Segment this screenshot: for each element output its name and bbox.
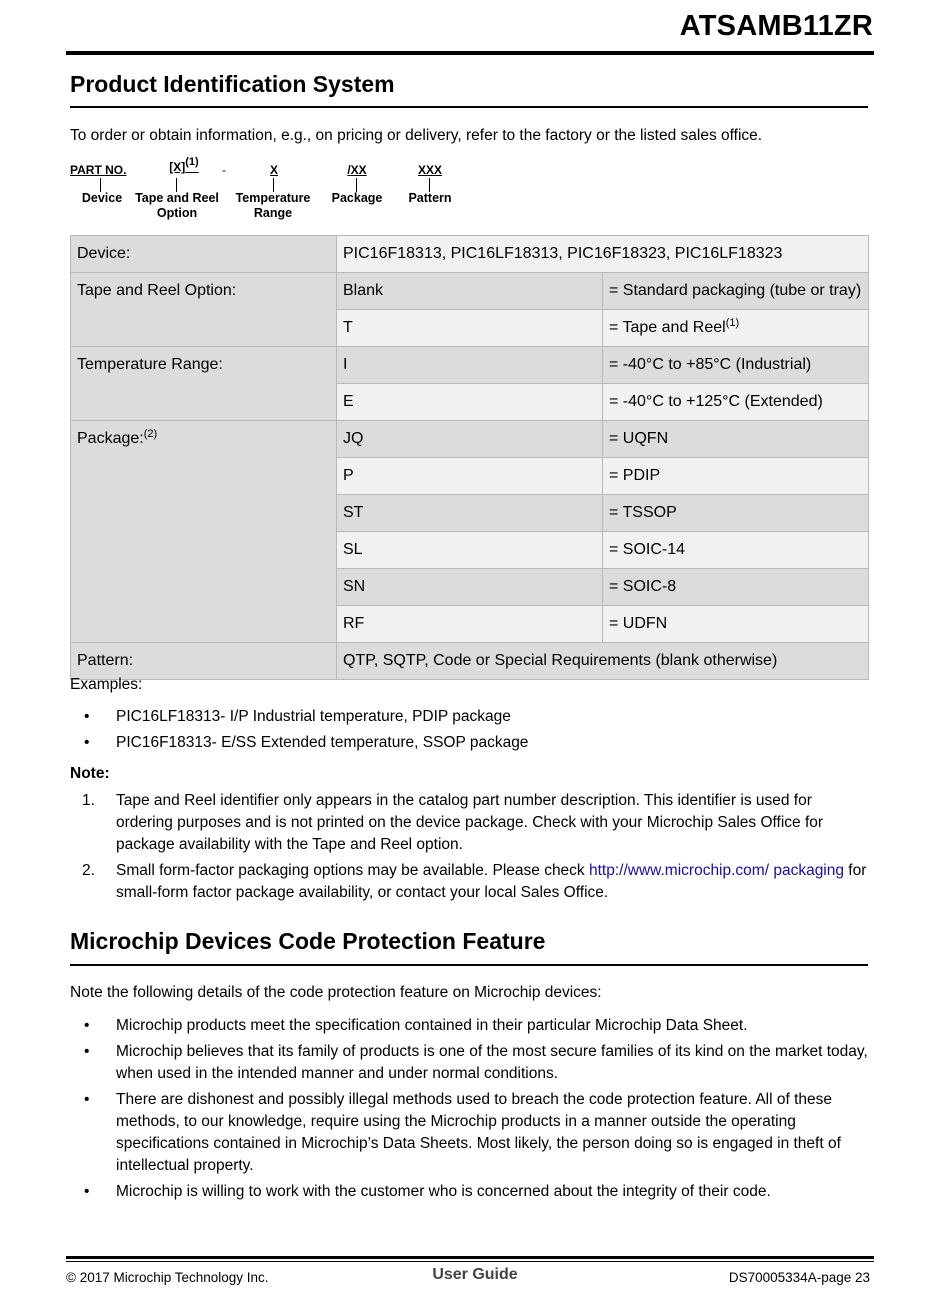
- table-value: PIC16F18313, PIC16LF18313, PIC16F18323, PIC16LF18323: [337, 236, 869, 273]
- part-number-diagram: [0, 0, 950, 230]
- part-no-token: PART NO.: [70, 163, 127, 177]
- list-item: 2. Small form-factor packaging options may be available. Please check http://www.microchip.com/ packaging for small-form factor package availability, or contact your local Sales Office.: [82, 862, 867, 901]
- pattern-tick: [429, 178, 430, 192]
- code-protection-list: [70, 1015, 868, 1207]
- table-desc: = PDIP: [603, 458, 869, 495]
- table-desc: = Tape and Reel$^{(1)}$: [603, 310, 869, 347]
- table-code: E: [337, 384, 603, 421]
- separator-dash: -: [222, 163, 226, 177]
- table-desc: = SOIC-14: [603, 532, 869, 569]
- list-item: • There are dishonest and possibly illegal methods used to breach the code protection feature. All of these methods, to our knowledge, require using the Microchip products in a manner outside the operating specifications contained in Microchip’s Data Sheets. Most likely, the person doing so is engaged in theft of intellectual property.: [84, 1091, 841, 1174]
- table-label: Tape and Reel Option:: [71, 273, 337, 347]
- table-label: Pattern:: [71, 643, 337, 680]
- table-code: ST: [337, 495, 603, 532]
- table-label: Device:: [71, 236, 337, 273]
- section-title-code-protection: Microchip Devices Code Protection Feature: [70, 928, 546, 954]
- table-code: JQ: [337, 421, 603, 458]
- table-desc: = TSSOP: [603, 495, 869, 532]
- list-item: • PIC16F18313- E/SS Extended temperature, SSOP package: [84, 734, 529, 751]
- footer-center-label: User Guide: [432, 1266, 518, 1283]
- table-desc: = -40°C to +85°C (Industrial): [603, 347, 869, 384]
- temperature-label: Temperature Range: [235, 191, 311, 220]
- table-code: P: [337, 458, 603, 495]
- footer-page-number: DS70005334A-page 23: [728, 1270, 870, 1285]
- table-code: I: [337, 347, 603, 384]
- table-code: RF: [337, 606, 603, 643]
- product-id-table: [70, 235, 869, 680]
- table-code: SL: [337, 532, 603, 569]
- table-code: Blank: [337, 273, 603, 310]
- table-value: QTP, SQTP, Code or Special Requirements (blank otherwise): [337, 643, 869, 680]
- table-desc: = SOIC-8: [603, 569, 869, 606]
- list-item: 1. Tape and Reel identifier only appears in the catalog part number description. This identifier is used for ordering purposes and is not printed on the device package. Check with your Microchip Sales Office for package availability with the Tape and Reel option.: [82, 792, 824, 853]
- tape-tick: [176, 178, 177, 192]
- table-code: SN: [337, 569, 603, 606]
- table-label: Temperature Range:: [71, 347, 337, 421]
- packaging-link[interactable]: http://www.microchip.com/ packaging: [589, 862, 844, 879]
- pattern-token: XXX: [417, 163, 442, 177]
- section-rule: [70, 964, 868, 966]
- device-tick: [100, 178, 101, 192]
- package-label: Package: [331, 191, 383, 205]
- footer-copyright: © 2017 Microchip Technology Inc.: [66, 1270, 269, 1285]
- table-desc: = UQFN: [603, 421, 869, 458]
- list-item: • Microchip believes that its family of products is one of the most secure families of its kind on the market today, when used in the intended manner and under normal conditions.: [84, 1043, 868, 1082]
- table-row: [71, 643, 869, 680]
- table-row: [71, 236, 869, 273]
- temp-tick: [273, 178, 274, 192]
- examples-list: [70, 706, 870, 758]
- section-title-product-id: Product Identification System: [70, 71, 395, 97]
- intro-paragraph: To order or obtain information, e.g., on pricing or delivery, refer to the factory or the listed sales office.: [70, 127, 763, 144]
- device-label: Device: [81, 191, 123, 205]
- footer-rule-thin: [66, 1261, 874, 1262]
- table-row: [71, 347, 869, 384]
- package-token: /XX: [347, 163, 367, 177]
- note-heading: Note:: [70, 765, 110, 782]
- tape-reel-label: Tape and Reel Option: [135, 191, 219, 220]
- notes-list: [70, 790, 868, 908]
- temperature-token: X: [269, 163, 278, 177]
- examples-heading: Examples:: [70, 676, 143, 693]
- table-code: T: [337, 310, 603, 347]
- table-row: [71, 273, 869, 310]
- code-protection-intro: Note the following details of the code protection feature on Microchip devices:: [70, 984, 602, 1001]
- table-desc: = -40°C to +125°C (Extended): [603, 384, 869, 421]
- table-label: Package:$^{(2)}$: [71, 421, 337, 643]
- list-item: • PIC16LF18313- I/P Industrial temperature, PDIP package: [84, 708, 511, 725]
- package-tick: [356, 178, 357, 192]
- list-item: • Microchip products meet the specification contained in their particular Microchip Data Sheet.: [84, 1017, 748, 1034]
- tape-reel-token: $[X]^{(1)}$: [169, 156, 199, 174]
- footer-rule: [66, 1256, 874, 1259]
- table-desc: = Standard packaging (tube or tray): [603, 273, 869, 310]
- list-item: • Microchip is willing to work with the customer who is concerned about the integrity of their code.: [84, 1183, 771, 1200]
- table-row: [71, 421, 869, 458]
- table-desc: = UDFN: [603, 606, 869, 643]
- pattern-label: Pattern: [408, 191, 452, 205]
- document-title: ATSAMB11ZR: [679, 10, 873, 42]
